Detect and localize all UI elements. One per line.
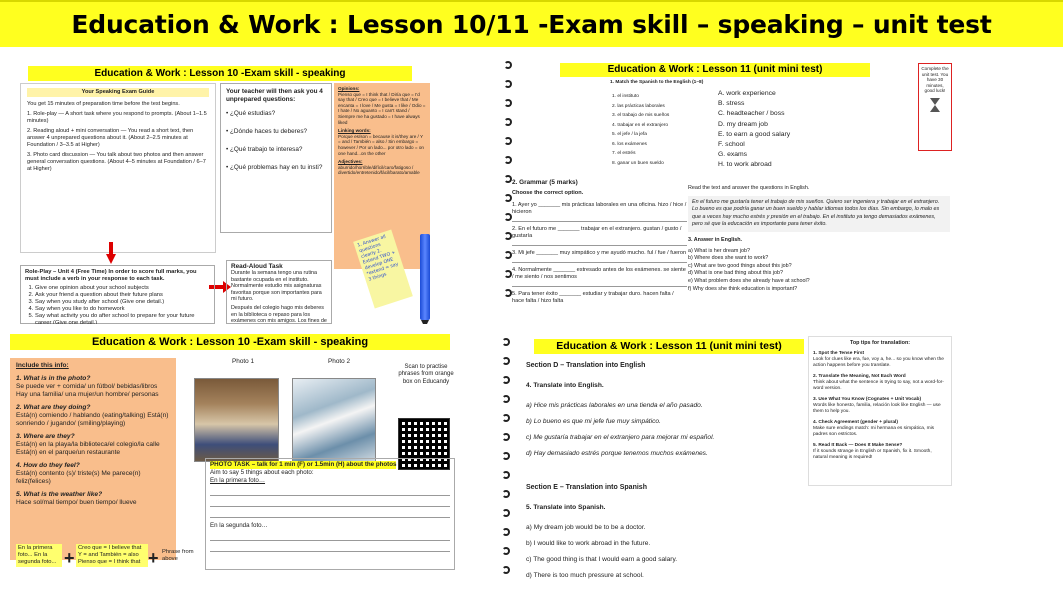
tip-heading: 2. Translate the Meaning, Not Each Word [813, 374, 906, 379]
grammar-title: 2. Grammar (5 marks) [512, 179, 578, 186]
linking-text: Porque es/son = because it is/they are / Y = and / También = also / Sin embargo = however / Por un lado... por otro lado = on one hand...on the other [338, 133, 424, 156]
slide-header: Education & Work : Lesson 11 (unit mini test) [560, 63, 870, 77]
translate-item: c) The good thing is that I would earn a good salary. [526, 556, 678, 563]
arrow-down-icon [106, 254, 116, 264]
title-bar [0, 0, 1063, 47]
slide-lesson10-speaking[interactable] [20, 66, 478, 324]
teacher-question: • ¿Qué estudias? [226, 110, 276, 117]
section-e-title: Section E – Translation into Spanish [526, 484, 647, 491]
slide-lesson11-test[interactable] [500, 61, 1063, 326]
tip-text: Think about what the sentence is trying to say, not a word-for-word version. [813, 380, 944, 391]
match-english: F. school [718, 141, 745, 149]
match-spanish-list [612, 92, 669, 168]
translate-item: d) There is too much pressure at school. [526, 572, 644, 579]
roleplay-title: Role-Play – Unit 4 (Free Time) In order to score full marks, you must include a verb in your response to each task. [25, 269, 197, 282]
tip [813, 420, 947, 438]
guide-intro: You get 15 minutes of preparation time before the test begins. [27, 101, 180, 107]
photo-label: Photo 1 [232, 358, 255, 365]
roleplay-item: 4. Say when you like to do homework [35, 306, 210, 313]
sticky-note: 1. Answer all questions clearly 2. Extend TWO + develop ONE *extend = say 3 things [353, 230, 413, 309]
answer-question: a) What is her dream job? [688, 247, 751, 254]
plus-icon: + [148, 548, 159, 568]
readaloud-paragraph: Durante la semana tengo una rutina bastante ocupada en el instituto. Normalmente estudio mis asignaturas favoritas porque son importantes para mi futuro. [231, 270, 322, 303]
opinions-text: Pienso que = I think that / Diría que = I'd say that / Creo que = I believe that / Me encanta = I love / Me gusta = I like / Odio = I hate / No aguanto = I can't stand / Siempre me ha gustado = I have always liked [338, 91, 426, 125]
tip-text: If it sounds strange in English or Spanish, fix it. Smooth, natural meaning is required! [813, 449, 932, 460]
opinions-title: Opinions: [338, 86, 360, 91]
teacher-question: • ¿Dónde haces tu deberes? [226, 128, 308, 135]
photo-task-box [205, 458, 455, 570]
read-aloud-box [226, 260, 332, 324]
scan-text: Scan to practise phrases from orange box on Educandy [398, 364, 454, 385]
plus-icon: + [64, 548, 75, 568]
tip [813, 443, 947, 461]
translation-section [526, 362, 806, 588]
match-spanish: 8. ganar un buen sueldo [612, 160, 664, 166]
grammar-item: 4. Normalmente _______ estresado antes de los exámenes. se siente / me siento / nos sentimos [512, 267, 686, 280]
tips-title: Top tips for translation: [849, 340, 911, 346]
readaloud-paragraph: Después del colegio hago mis deberes en la biblioteca o repaso para los exámenes con mis amigos. Los fines de [231, 305, 327, 324]
tip-heading: 5. Read It Back — Does It Make Sense? [813, 443, 903, 448]
match-spanish: 6. los exámenes [612, 141, 647, 147]
grammar-item: 2. En el futuro me _______ trabajar en el extranjero. gustan / gusto / gustaría [512, 226, 682, 239]
include-info-box [10, 358, 176, 560]
grammar-sub: Choose the correct option. [512, 190, 584, 196]
tip-heading: 4. Check Agreement (gender + plural) [813, 420, 898, 425]
include-text: Está(n) comiendo / hablando (eating/talking) Está(n) sonriendo / jugando/ (smiling/playing) [16, 412, 169, 427]
roleplay-list [25, 285, 210, 324]
grammar-section [512, 179, 687, 326]
phrase-box-linking: Creo que = I believe that Y = and También = also Pienso que = I think that [76, 544, 148, 567]
roleplay-item: 3. Say when you study after school (Give one detail.) [35, 299, 210, 306]
photo-label: Photo 2 [328, 358, 351, 365]
teacher-question: • ¿Qué problemas hay en tu insti? [226, 164, 323, 171]
countdown-box [918, 63, 952, 151]
hourglass-icon [930, 98, 940, 112]
tip-text: Words like honesto, familia, relación look like English — use them to help you. [813, 403, 941, 414]
tip [813, 397, 947, 415]
match-english: H. to work abroad [718, 161, 772, 169]
grammar-item: 3. Mi jefe _______ muy simpático y me ayudó mucho. ful / fue / fueron [512, 250, 687, 256]
photo-students-library [194, 378, 279, 462]
match-english-list [718, 89, 790, 171]
pen-icon [420, 234, 430, 320]
match-english: E. to earn a good salary [718, 130, 791, 138]
match-spanish: 5. el jefe / la jefa [612, 132, 647, 137]
guide-item: 2. Reading aloud + mini conversation — You read a short text, then answer 4 unprepared questions about it. (About 2–2.5 minutes at Foundation / 3–3.5 at Higher) [27, 128, 194, 148]
task-second-photo: En la segunda foto… [210, 522, 268, 529]
section-d-title: Section D – Translation into English [526, 362, 646, 369]
match-spanish: 7. el estrés [612, 151, 636, 156]
translate-item: a) My dream job would be to be a doctor. [526, 524, 646, 531]
answer-question: d) What is one bad thing about this job? [688, 270, 783, 277]
match-english: B. stress [718, 100, 745, 108]
match-english: D. my dream job [718, 120, 768, 128]
task-sub: Aim to say 5 things about each photo: [210, 469, 314, 476]
grammar-item: 5. Para tener éxito _______ estudiar y trabajar duro. hacen falta / hace falta / hizo falta [512, 291, 674, 304]
guide-title: Your Speaking Exam Guide [27, 88, 209, 97]
task-first-photo: En la primera foto… [210, 477, 266, 484]
reading-passage: En el futuro me gustaría tener el trabajo de mis sueños. Quiero ser ingeniera y trabajar en el extranjero. Lo bueno es que podría ganar un buen sueldo y hablar idiomas todos los días. Sin embargo, lo malo es que a veces hay mucho estrés y presión en el trabajo. En el instituto ya tengo demasiados exámenes, pero sé que la educación es importante para tener éxito. [688, 196, 950, 232]
tip-text: Make sure endings match: mi hermana es simpática, mis padres son estrictos. [813, 426, 935, 437]
match-title: 1. Match the Spanish to the English (1–8) [610, 80, 704, 85]
countdown-text: Complete the unit test. You have 30 minutes, good luck! [921, 66, 949, 94]
answer-title: 3. Answer in English. [688, 236, 743, 243]
include-heading: 4. How do they feel? [16, 462, 80, 469]
phrase-box-above: Phrase from above [162, 549, 194, 562]
readaloud-title: Read-Aloud Task [231, 263, 283, 270]
slide-header: Education & Work : Lesson 10 -Exam skill - speaking [10, 334, 450, 350]
include-heading: 3. Where are they? [16, 433, 75, 440]
roleplay-item: 1. Give one opinion about your school subjects [35, 285, 210, 292]
answer-question: f) Why does she think education is important? [688, 285, 798, 292]
translate-item: a) Hice mis prácticas laborales en una tienda el año pasado. [526, 402, 703, 409]
match-spanish: 2. las prácticas laborales [612, 103, 665, 109]
tip-text: Look for clues like era, fue, voy a, he... so you know when the action happens before you translate. [813, 357, 944, 368]
teacher-question: • ¿Qué trabajo te interesa? [226, 146, 303, 153]
section-d-sub: 4. Translate into English. [526, 382, 604, 389]
include-title: Include this info: [16, 362, 69, 369]
include-text: Hace sol/mal tiempo/ buen tiempo/ llueve [16, 499, 137, 506]
include-text: Está(n) en la playa/la biblioteca/el colegio/la calle Está(n) en el parque/un restaurante [16, 441, 160, 456]
notebook-spiral [502, 338, 510, 585]
translate-item: c) Me gustaría trabajar en el extranjero para mejorar mi español. [526, 434, 715, 441]
tip-heading: 1. Spot the Tense First [813, 351, 865, 356]
roleplay-item: 2. Ask your friend a question about their future plans [35, 292, 210, 299]
answer-question: e) What problem does she already have at school? [688, 277, 810, 284]
slide-header: Education & Work : Lesson 10 -Exam skill - speaking [28, 66, 412, 81]
match-spanish: 3. el trabajo de mis sueños [612, 113, 670, 118]
answer-question: c) What are two good things about this job? [688, 262, 792, 269]
teacher-questions-box [220, 83, 332, 233]
translation-tips-box [808, 336, 952, 486]
adjectives-text: aburrido/horrible/difícil/caro/fatigoso / divertido/entretenido/fácil/barato/amable [338, 164, 420, 176]
match-english: G. exams [718, 151, 748, 159]
tip [813, 374, 947, 392]
roleplay-box [20, 265, 215, 324]
include-text: Se puede ver + comida/ un fútbol/ bebidas/libros Hay una familia/ una mujer/un hombre/ personas [16, 383, 159, 398]
match-spanish: 4. trabajar en el extranjero [612, 122, 668, 128]
reading-intro: Read the text and answer the questions in English. [688, 185, 810, 191]
page-title: Education & Work : Lesson 10/11 -Exam skill – speaking – unit test [71, 10, 992, 39]
linking-title: Linking words: [338, 128, 371, 134]
include-heading: 5. What is the weather like? [16, 491, 103, 498]
include-heading: 2. What are they doing? [16, 404, 91, 411]
notebook-spiral [504, 61, 512, 308]
guide-item: 3. Photo card discussion — You talk about two photos and then answer general conversation questions. (About 4–5 minutes at Foundation / 6–7 at Higher) [27, 152, 206, 172]
match-spanish: 1. el instituto [612, 94, 639, 99]
include-heading: 1. What is in the photo? [16, 375, 91, 382]
section-e-sub: 5. Translate into Spanish. [526, 504, 606, 511]
task-title: PHOTO TASK – talk for 1 min (F) or 1.5min (H) about the photos [210, 461, 397, 468]
translate-item: d) Hay demasiado estrés porque tenemos muchos exámenes. [526, 450, 708, 457]
include-text: Está(n) contento (s)/ triste(s) Me parece(n) feliz(felices) [16, 470, 141, 485]
translate-item: b) Lo bueno es que mi jefe fue muy simpático. [526, 418, 661, 425]
answer-question: b) Where does she want to work? [688, 255, 769, 262]
reading-section [688, 185, 950, 325]
match-english: A. work experience [718, 90, 776, 97]
slide-lesson10-photo[interactable] [10, 334, 466, 589]
photo-doctors [292, 378, 376, 462]
match-english: C. headteacher / boss [718, 110, 785, 118]
tip-heading: 3. Use What You Know (Cognates + Unit Vocab) [813, 397, 922, 402]
slide-header: Education & Work : Lesson 11 (unit mini test) [534, 339, 804, 354]
slide-lesson11-translation[interactable] [498, 334, 1063, 597]
phrase-box-photo: En la primera foto... En la segunda foto... [16, 544, 62, 567]
teacher-title: Your teacher will then ask you 4 unprepared questions: [226, 88, 323, 103]
translate-item: b) I would like to work abroad in the future. [526, 540, 651, 547]
grammar-item: 1. Ayer yo _______ mis prácticas laborales en una oficina. hizo / hice / hicieron [512, 202, 687, 215]
speaking-exam-guide [20, 83, 216, 253]
adjectives-title: Adjectives: [338, 159, 363, 165]
guide-item: 1. Role-play — A short task where you respond to prompts. (About 1–1.5 minutes) [27, 111, 207, 124]
tip [813, 351, 947, 369]
roleplay-item: 5. Say what activity you do after school to prepare for your future career (Give one detail.) [35, 313, 210, 324]
